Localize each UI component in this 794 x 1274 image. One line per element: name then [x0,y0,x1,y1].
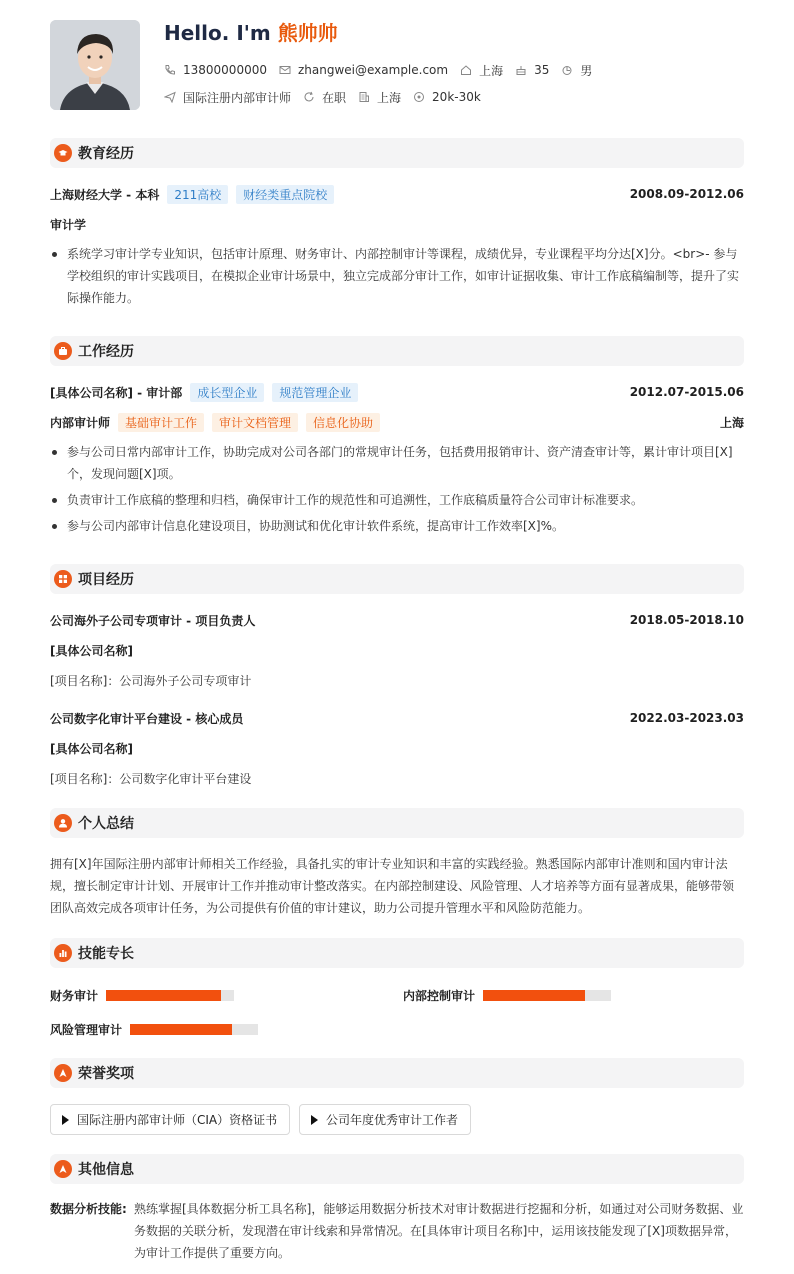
triangle-icon [311,1115,318,1125]
triangle-icon [62,1115,69,1125]
contact-row [164,61,604,79]
company-tag: 成长型企业 [190,383,264,402]
section-awards [50,1058,744,1088]
section-skills [50,938,744,968]
skill-item [50,986,234,1004]
award-name: 国际注册内部审计师（CIA）资格证书 [77,1113,278,1127]
skill-item [403,986,611,1004]
section-title: 工作经历 [78,344,134,360]
education-description: 系统学习审计学专业知识，包括审计原理、财务审计、内部控制审计等课程，成绩优异，专业课程平均分达[X]分。<br>- 参与学校组织的审计实践项目，在模拟企业审计场景中，独立完成部分审计工作，如审计证据收集、审计工作底稿编制等，提升了实际操作能力。 [50,243,744,309]
graduation-cap-icon [54,144,72,162]
award-item [299,1104,471,1135]
age-text: 35 [534,63,550,77]
project-company: [具体公司名称] [50,643,133,658]
major-name: 审计学 [50,217,87,232]
city-item [460,62,503,79]
project-period: 2022.03-2023.03 [629,711,744,725]
gender-icon [561,64,573,76]
salary-text: 20k-30k [432,90,481,104]
school-tag: 财经类重点院校 [236,185,334,204]
skill-bar [130,1024,258,1035]
position-text: 国际注册内部审计师 [183,90,292,105]
role-tag: 审计文档管理 [212,413,298,432]
greeting [164,20,338,46]
education-period: 2008.09-2012.06 [629,187,744,201]
avatar [50,20,140,110]
skill-bar-fill [106,990,221,1001]
skill-bar-fill [130,1024,232,1035]
school-tag: 211高校 [167,185,228,204]
age-item [515,63,549,77]
project-period: 2018.05-2018.10 [629,613,744,627]
cake-icon [515,64,527,76]
bar-chart-icon [54,944,72,962]
phone-text: 13800000000 [183,63,267,77]
project-name: [项目名称]：公司海外子公司专项审计 [50,673,252,688]
briefcase-icon [54,342,72,360]
project-title-row [50,708,744,728]
city-text: 上海 [479,63,504,78]
mail-icon [279,64,291,76]
user-icon [54,814,72,832]
project-title: 公司海外子公司专项审计 - 项目负责人 [50,613,256,628]
skill-item [50,1020,258,1038]
skill-bar-fill [483,990,585,1001]
email-item [279,63,448,77]
phone-item [164,63,267,77]
greeting-text: Hello. I'm [164,21,271,45]
skill-name: 财务审计 [50,988,99,1003]
school-name: 上海财经大学 - 本科 [50,187,160,202]
section-work [50,336,744,366]
section-title: 教育经历 [78,146,134,162]
section-summary [50,808,744,838]
work-bullet: 负责审计工作底稿的整理和归档，确保审计工作的规范性和可追溯性，工作底稿质量符合公司审计标准要求。 [50,489,744,511]
work-location: 上海 [719,415,744,430]
other-info-value: 熟练掌握[具体数据分析工具名称]，能够运用数据分析技术对审计数据进行挖掘和分析，如通过对公司财务数据、业务数据的关联分析，发现潜在审计线索和异常情况。在[具体审计项目名称]中，运用该技能发现了[X]项数据异常，为审计工作提供了重要方向。 [134,1202,744,1260]
building-icon [358,91,370,103]
work-company-row [50,382,744,402]
other-info-key: 数据分析技能: [50,1202,127,1216]
company-name: [具体公司名称] - 审计部 [50,385,183,400]
coin-icon [413,91,425,103]
skill-name: 风险管理审计 [50,1022,123,1037]
resume-header [50,20,744,110]
project-company: [具体公司名称] [50,741,133,756]
gender-text: 男 [580,63,593,78]
award-item [50,1104,290,1135]
work-role-row [50,412,744,432]
work-bullet: 参与公司日常内部审计工作，协助完成对公司各部门的常规审计任务，包括费用报销审计、资产清查审计等，累计审计项目[X]个，发现问题[X]项。 [50,441,744,485]
skill-bar [106,990,234,1001]
skill-bar [483,990,611,1001]
other-info-row [50,1198,744,1264]
section-title: 个人总结 [78,816,134,832]
section-education [50,138,744,168]
skill-name: 内部控制审计 [403,988,476,1003]
summary-text: 拥有[X]年国际注册内部审计师相关工作经验，具备扎实的审计专业知识和丰富的实践经验。熟悉国际内部审计准则和国内审计法规，擅长制定审计计划、开展审计工作并推动审计整改落实。在内部控制建设、风险管理、人才培养等方面有显著成果，能够带领团队高效完成各项审计任务，为公司提供有价值的审计建议，助力公司提升管理水平和风险防范能力。 [50,857,735,915]
email-text: zhangwei@example.com [297,63,449,77]
award-name: 公司年度优秀审计工作者 [326,1113,459,1127]
candidate-name: 熊帅帅 [277,21,338,45]
section-title: 其他信息 [78,1162,134,1178]
award-icon [54,1064,72,1082]
refresh-icon [303,91,315,103]
work-bullet: 参与公司内部审计信息化建设项目，协助测试和优化审计软件系统，提高审计工作效率[X]%。 [50,515,744,537]
project-name-row [50,670,744,690]
grid-icon [54,570,72,588]
role-tag: 信息化协助 [306,413,380,432]
education-header [50,184,744,204]
project-name: [项目名称]：公司数字化审计平台建设 [50,771,252,786]
role-tag: 基础审计工作 [118,413,204,432]
info-icon [54,1160,72,1178]
home-icon [460,64,472,76]
status-item [303,89,346,106]
project-title-row [50,610,744,630]
job-intent-row [164,88,493,106]
project-name-row [50,768,744,788]
position-item [164,89,291,106]
phone-icon [164,64,176,76]
work-city-text: 上海 [377,90,402,105]
major-row [50,214,744,234]
project-company-row [50,738,744,758]
role-name: 内部审计师 [50,415,111,430]
work-city-item [358,89,401,106]
section-title: 项目经历 [78,572,134,588]
section-title: 荣誉奖项 [78,1066,134,1082]
company-tag: 规范管理企业 [272,383,358,402]
send-icon [164,91,176,103]
gender-item [561,62,592,79]
section-other [50,1154,744,1184]
section-projects [50,564,744,594]
section-title: 技能专长 [78,946,134,962]
project-company-row [50,640,744,660]
project-title: 公司数字化审计平台建设 - 核心成员 [50,711,244,726]
salary-item [413,90,481,104]
status-text: 在职 [322,90,347,105]
work-period: 2012.07-2015.06 [629,385,744,399]
